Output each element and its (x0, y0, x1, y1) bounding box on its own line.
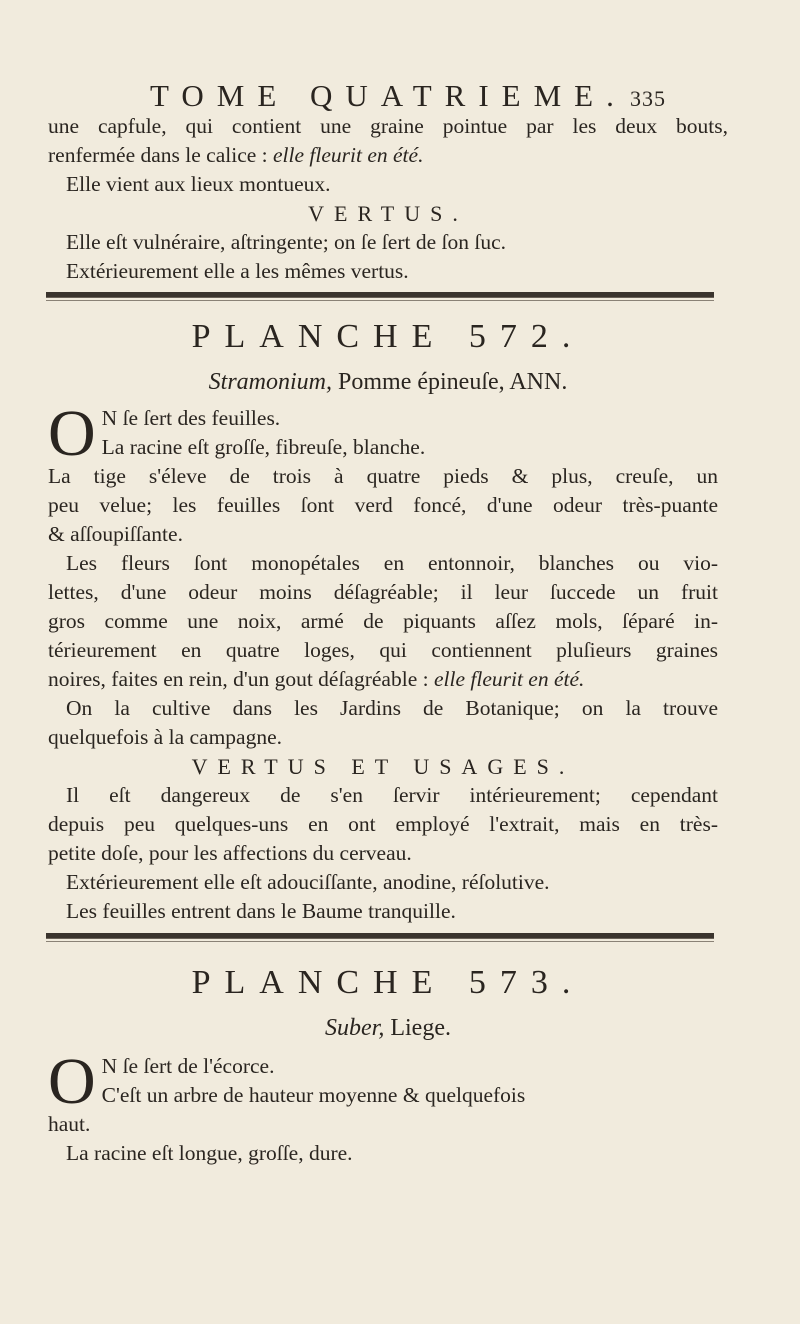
text-line: Extérieurement elle a les mêmes vertus. (66, 259, 409, 283)
plant-name: Suber, Liege. (325, 1015, 451, 1041)
page-number: 335 (630, 86, 666, 111)
drop-cap: O (48, 397, 96, 470)
plant-name: Stramonium, Pomme épineuſe, ANN. (208, 369, 568, 395)
plate-573-body (48, 1045, 718, 1168)
plate-573-header (48, 958, 728, 1048)
text-line: peu velue; les feuilles ſont verd foncé, d'une odeur très-puante (48, 493, 718, 517)
divider-rule (46, 933, 714, 939)
top-section (48, 112, 728, 286)
plate-title: PLANCHE 573. (191, 964, 585, 1001)
plate-572-body (48, 397, 718, 926)
text-line: Elle eſt vulnéraire, aſtringente; on ſe ſert de ſon ſuc. (66, 230, 506, 254)
text-line: N ſe ſert de l'écorce. (101, 1054, 275, 1078)
text-line: gros comme une noix, armé de piquants aſſez mols, ſéparé in- (48, 609, 718, 633)
italic-phrase: elle fleurit en été. (273, 143, 424, 167)
text-line: quelquefois à la campagne. (48, 725, 283, 749)
section-heading: VERTUS ET USAGES. (191, 754, 575, 779)
text-line: Les fleurs ſont monopétales en entonnoir, blanches ou vio- (66, 551, 718, 575)
text-line: & aſſoupiſſante. (48, 522, 183, 546)
text-line: noires, faites en rein, d'un gout déſagréable : elle fleurit en été. (48, 667, 585, 691)
text-line: haut. (48, 1112, 91, 1136)
text-line: Extérieurement elle eſt adouciſſante, anodine, réſolutive. (66, 870, 550, 894)
plate-title: PLANCHE 572. (191, 318, 585, 355)
text-line: La racine eſt longue, groſſe, dure. (66, 1141, 353, 1165)
text-line: La tige s'éleve de trois à quatre pieds & plus, creuſe, un (48, 464, 718, 488)
text-line: petite doſe, pour les affections du cerveau. (48, 841, 412, 865)
running-head: TOME QUATRIEME. (150, 78, 627, 113)
plate-572-header (48, 312, 728, 402)
text-line: depuis peu quelques-uns en ont employé l'extrait, mais en très- (48, 812, 718, 836)
text-line: Elle vient aux lieux montueux. (66, 172, 331, 196)
text-line: Il eſt dangereux de s'en ſervir intérieurement; cependant (66, 783, 718, 807)
text-line: La racine eſt groſſe, fibreuſe, blanche. (101, 435, 426, 459)
text-line: N ſe ſert des feuilles. (101, 406, 281, 430)
text-line: térieurement en quatre loges, qui contiennent pluſieurs graines (48, 638, 718, 662)
text-line: une capfule, qui contient une graine pointue par les deux bouts, (48, 114, 728, 138)
text-line: C'eſt un arbre de hauteur moyenne & quelquefois (101, 1083, 526, 1107)
text-line: Les feuilles entrent dans le Baume tranquille. (66, 899, 456, 923)
divider-rule (46, 292, 714, 298)
text-line: renfermée dans le calice : elle fleurit en été. (48, 143, 424, 167)
text-line: lettes, d'une odeur moins déſagréable; il leur ſuccede un fruit (48, 580, 718, 604)
section-heading: VERTUS. (308, 201, 468, 226)
text-line: On la cultive dans les Jardins de Botanique; on la trouve (66, 696, 718, 720)
drop-cap: O (48, 1045, 96, 1118)
